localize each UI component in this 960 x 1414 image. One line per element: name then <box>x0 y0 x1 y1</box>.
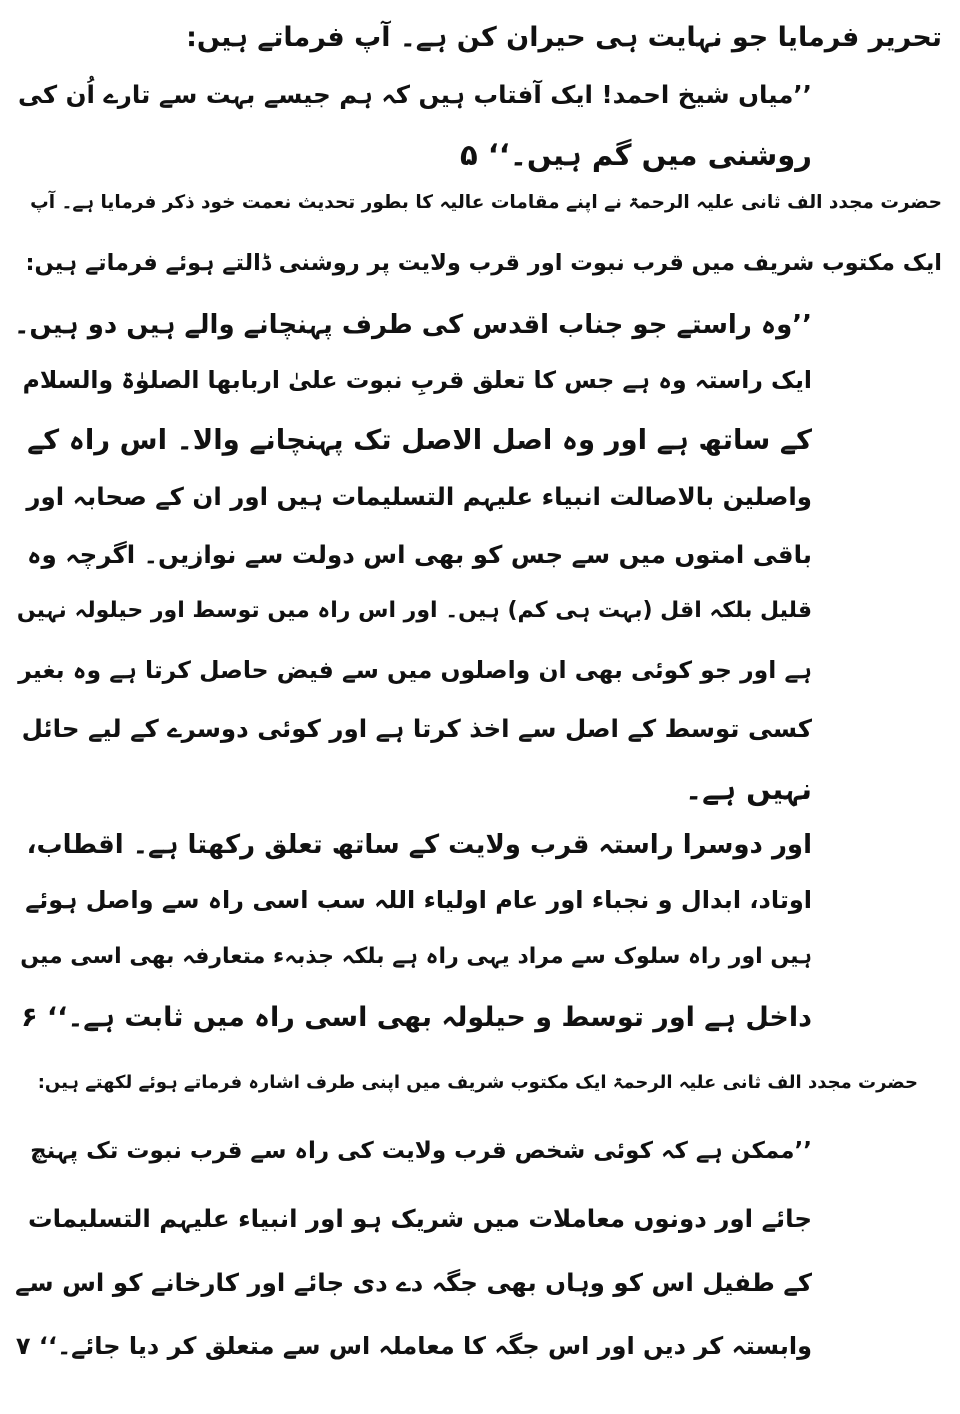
quote-line: ہے اور جو کوئی بھی ان واصلوں میں سے فیض حاصل کرتا ہے وہ بغیر <box>18 656 812 684</box>
quote-line: ’’وہ راستے جو جناب اقدس کی طرف پہنچانے والے ہیں دو ہیں۔ <box>14 310 812 340</box>
quote-line: داخل ہے اور توسط و حیلولہ بھی اسی راہ میں ثابت ہے۔‘‘ ۶ <box>21 1002 812 1033</box>
quote-line: روشنی میں گم ہیں۔‘‘ ۵ <box>460 138 812 172</box>
paragraph-line: حضرت مجدد الف ثانی علیہ الرحمۃ نے اپنے مقامات عالیہ کا بطور تحدیث نعمت خود ذکر فرمایا ہے۔ آپ <box>30 192 942 213</box>
quote-line: کے ساتھ ہے اور وہ اصل الاصل تک پہنچانے والا۔ اس راہ کے <box>27 424 812 456</box>
quote-line: قلیل بلکہ اقل (بہت ہی کم) ہیں۔ اور اس راہ میں توسط اور حیلولہ نہیں <box>16 598 812 623</box>
quote-line: ایک راستہ وہ ہے جس کا تعلق قربِ نبوت علیٰ اربابھا الصلوٰۃ والسلام <box>22 366 812 394</box>
quote-line: ’’ممکن ہے کہ کوئی شخص قرب ولایت کی راہ سے قرب نبوت تک پہنچ <box>30 1138 812 1164</box>
paragraph-line: تحریر فرمایا جو نہایت ہی حیران کن ہے۔ آپ فرماتے ہیں: <box>186 22 942 53</box>
quote-line: کے طفیل اس کو وہاں بھی جگہ دے دی جائے اور کارخانے کو اس سے <box>15 1268 812 1297</box>
quote-line: وابستہ کر دیں اور اس جگہ کا معاملہ اس سے متعلق کر دیا جائے۔‘‘ ۷ <box>15 1332 812 1360</box>
quote-line: باقی امتوں میں سے جس کو بھی اس دولت سے نوازیں۔ اگرچہ وہ <box>27 540 812 569</box>
quote-line: واصلین بالاصالت انبیاء علیہم التسلیمات ہیں اور ان کے صحابہ اور <box>26 482 812 511</box>
quote-line: ’’میاں شیخ احمد! ایک آفتاب ہیں کہ ہم جیسے بہت سے تارے اُن کی <box>18 80 812 109</box>
quote-line: کسی توسط کے اصل سے اخذ کرتا ہے اور کوئی دوسرے کے لیے حائل <box>21 714 812 743</box>
quote-line: اوتاد، ابدال و نجباء اور عام اولیاء اللہ سب اسی راہ سے واصل ہوئے <box>25 886 812 914</box>
quote-line: اور دوسرا راستہ قرب ولایت کے ساتھ تعلق رکھتا ہے۔ اقطاب، <box>26 830 812 860</box>
quote-line: نہیں ہے۔ <box>685 772 812 806</box>
paragraph-line: ایک مکتوب شریف میں قرب نبوت اور قرب ولایت پر روشنی ڈالتے ہوئے فرماتے ہیں: <box>25 250 942 276</box>
paragraph-line: حضرت مجدد الف ثانی علیہ الرحمۃ ایک مکتوب شریف میں اپنی طرف اشارہ فرماتے ہوئے لکھتے ہیں: <box>37 1072 918 1093</box>
quote-line: ہیں اور راہ سلوک سے مراد یہی راہ ہے بلکہ جذبہء متعارفہ بھی اسی میں <box>20 944 812 969</box>
quote-line: جائے اور دونوں معاملات میں شریک ہو اور انبیاء علیہم التسلیمات <box>28 1204 812 1233</box>
